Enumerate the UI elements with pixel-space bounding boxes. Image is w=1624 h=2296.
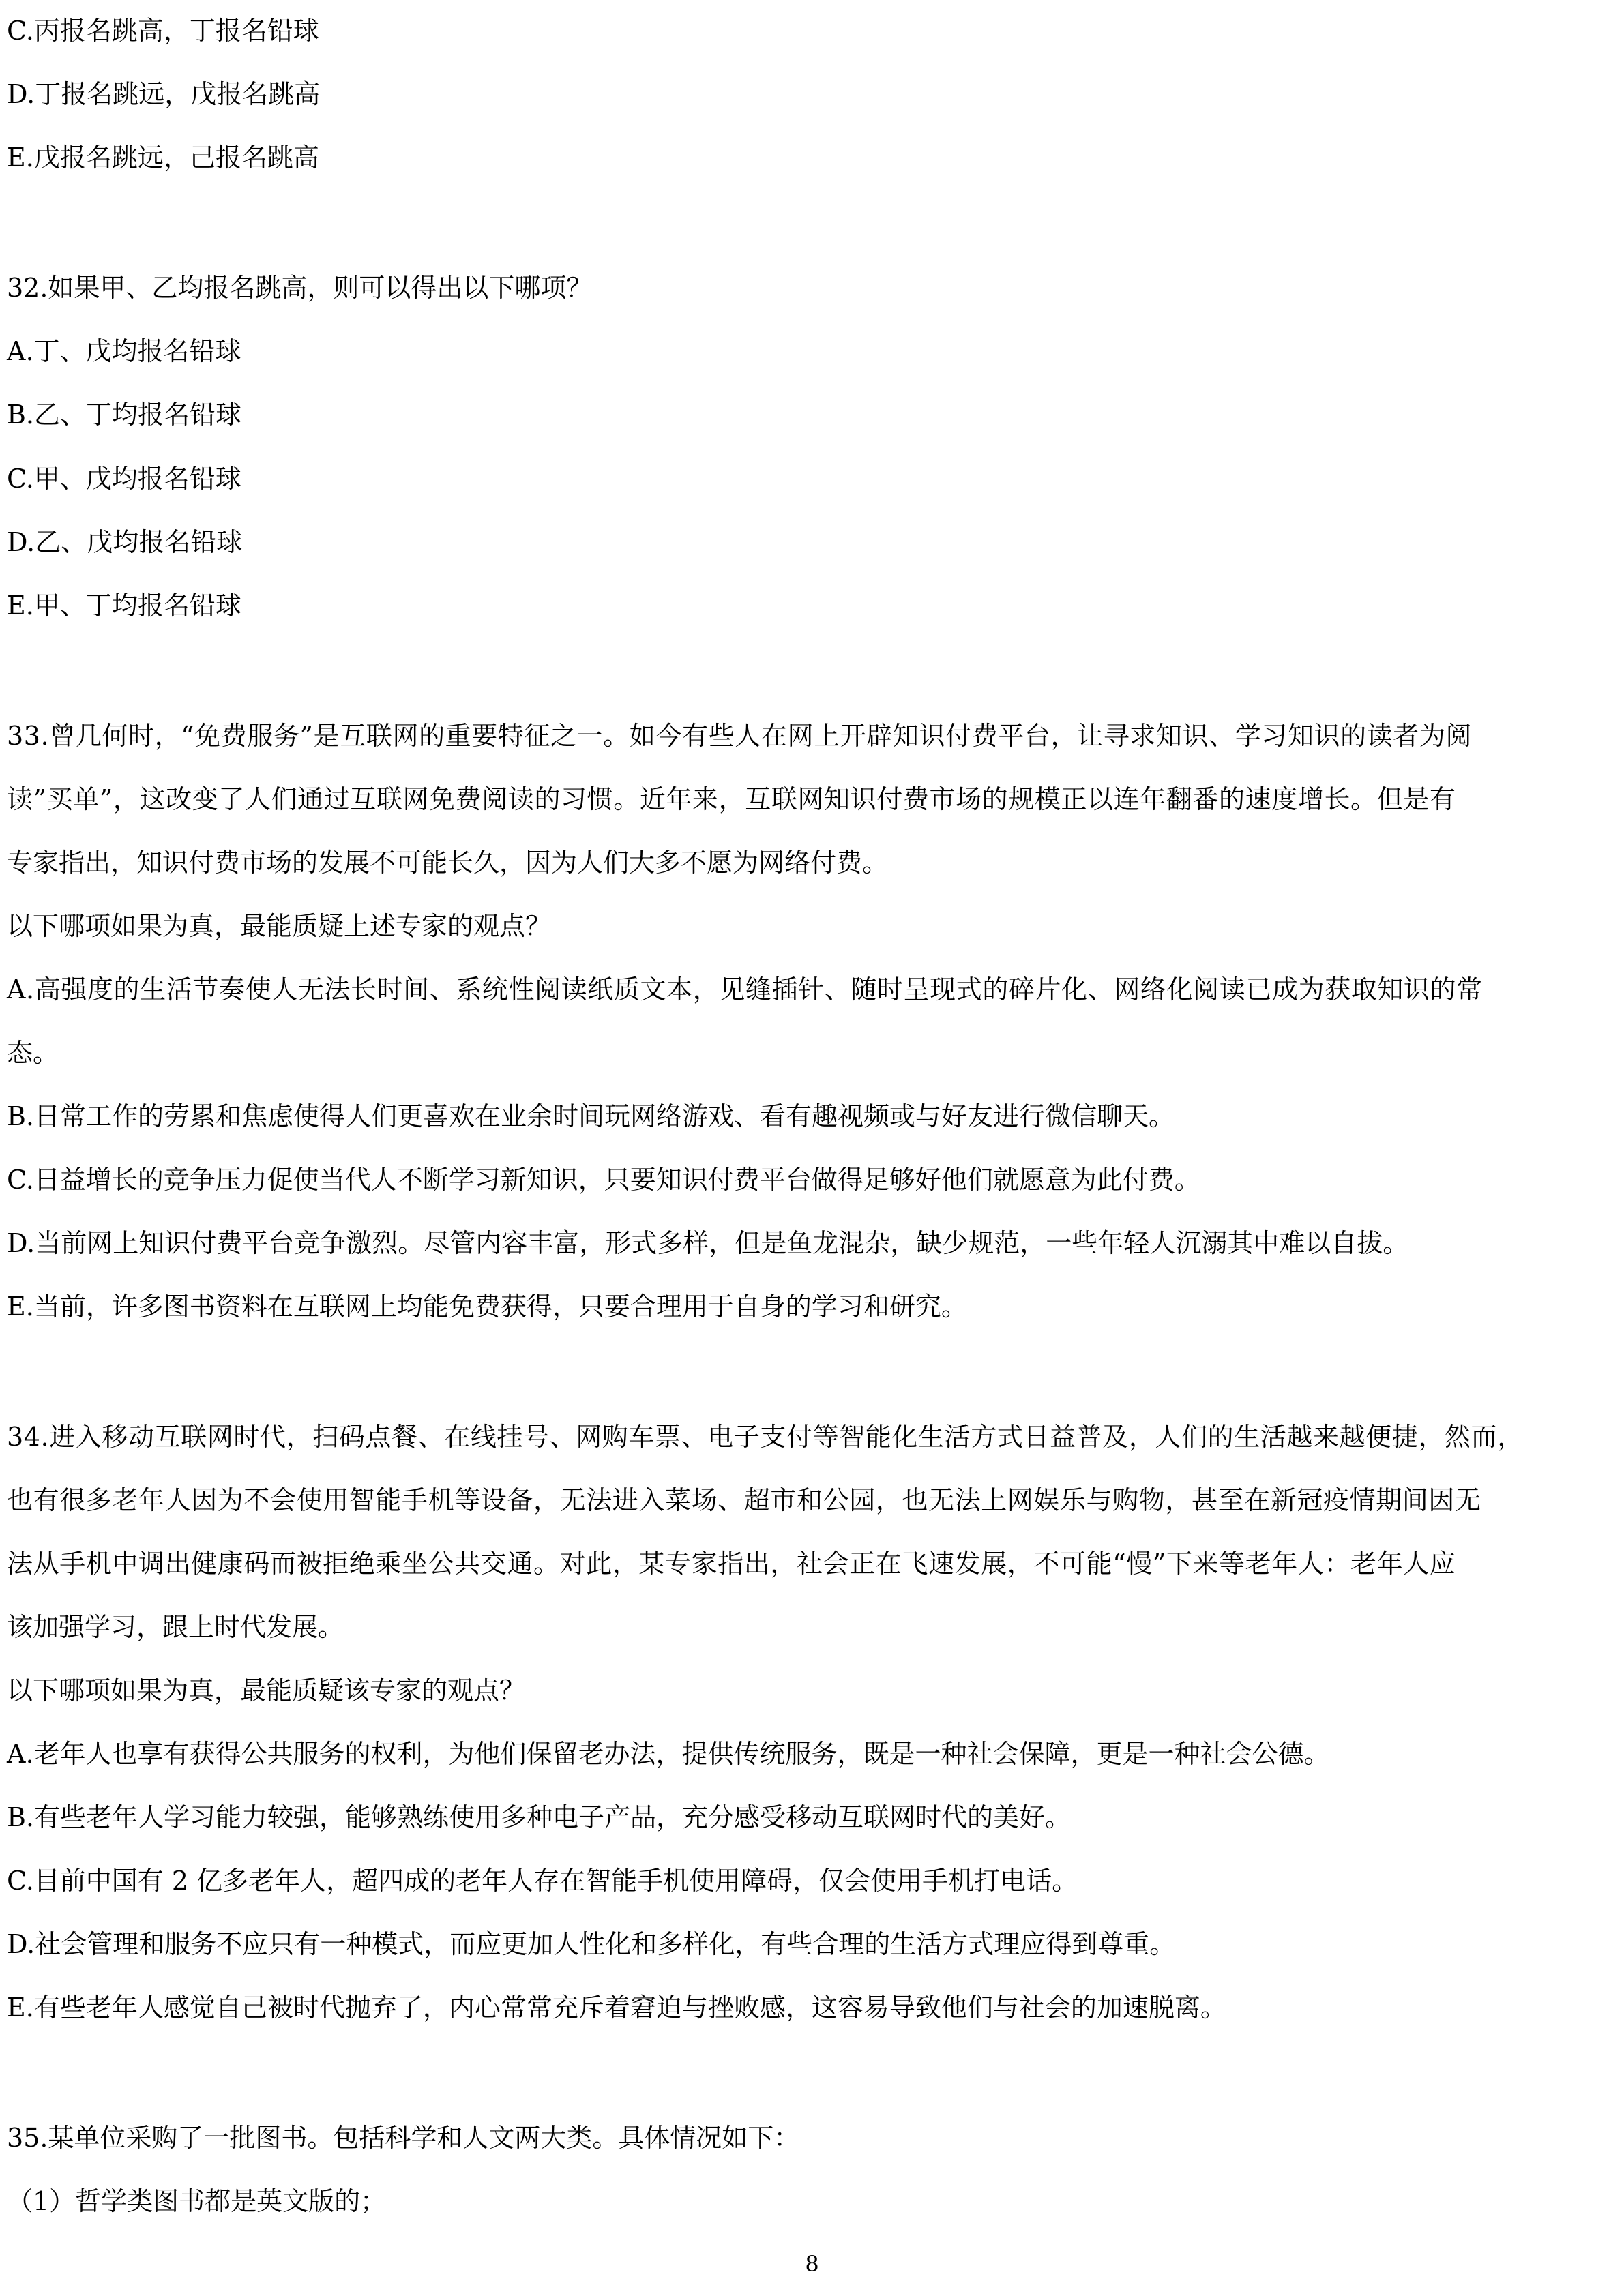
- question-34-option-a: A.老年人也享有获得公共服务的权利，为他们保留老办法，提供传统服务，既是一种社会保障，更是一种社会公德。: [7, 1739, 1330, 1769]
- question-34-passage-line: 34.进入移动互联网时代，扫码点餐、在线挂号、网购车票、电子支付等智能化生活方式日益普及，人们的生活越来越便捷，然而，: [7, 1422, 1524, 1452]
- question-34-option-d: D.社会管理和服务不应只有一种模式，而应更加人性化和多样化，有些合理的生活方式理应得到尊重。: [7, 1929, 1176, 1959]
- question-33-passage-line: 专家指出，知识付费市场的发展不可能长久，因为人们大多不愿为网络付费。: [7, 848, 889, 878]
- question-34-passage-line: 也有很多老年人因为不会使用智能手机等设备，无法进入菜场、超市和公园，也无法上网娱乐与购物，甚至在新冠疫情期间因无: [7, 1485, 1481, 1515]
- question-33-passage-line: 33.曾几何时，“免费服务”是互联网的重要特征之一。如今有些人在网上开辟知识付费平台，让寻求知识、学习知识的读者为阅: [7, 721, 1473, 751]
- question-33-option-a-continued: 态。: [7, 1038, 59, 1068]
- question-33-option-b: B.日常工作的劳累和焦虑使得人们更喜欢在业余时间玩网络游戏、看有趣视频或与好友进行微信聊天。: [7, 1101, 1175, 1131]
- question-34-option-b: B.有些老年人学习能力较强，能够熟练使用多种电子产品，充分感受移动互联网时代的美好。: [7, 1802, 1072, 1832]
- option-d: D.丁报名跳远，戊报名跳高: [7, 79, 321, 109]
- question-32-option-d: D.乙、戊均报名铅球: [7, 527, 243, 557]
- question-33-passage-line: 读”买单”，这改变了人们通过互联网免费阅读的习惯。近年来，互联网知识付费市场的规模正以连年翻番的速度增长。但是有: [7, 784, 1456, 814]
- question-32-option-a: A.丁、戊均报名铅球: [7, 336, 241, 366]
- question-34-option-e: E.有些老年人感觉自己被时代抛弃了，内心常常充斥着窘迫与挫败感，这容易导致他们与社会的加速脱离。: [7, 1993, 1226, 2023]
- question-32-stem: 32.如果甲、乙均报名跳高，则可以得出以下哪项？: [7, 273, 593, 303]
- question-35-condition: （1）哲学类图书都是英文版的；: [7, 2186, 387, 2216]
- question-32-option-c: C.甲、戊均报名铅球: [7, 464, 241, 494]
- question-35-stem: 35.某单位采购了一批图书。包括科学和人文两大类。具体情况如下：: [7, 2123, 800, 2153]
- question-34-passage-line: 该加强学习，跟上时代发展。: [7, 1612, 344, 1642]
- page-number: 8: [805, 2251, 819, 2277]
- question-33-option-c: C.日益增长的竞争压力促使当代人不断学习新知识，只要知识付费平台做得足够好他们就愿意为此付费。: [7, 1165, 1200, 1195]
- question-32-option-b: B.乙、丁均报名铅球: [7, 400, 242, 430]
- question-33-option-a: A.高强度的生活节奏使人无法长时间、系统性阅读纸质文本，见缝插针、随时呈现式的碎片化、网络化阅读已成为获取知识的常: [7, 974, 1483, 1004]
- question-33-option-d: D.当前网上知识付费平台竞争激烈。尽管内容丰富，形式多样，但是鱼龙混杂，缺少规范，一些年轻人沉溺其中难以自拔。: [7, 1228, 1409, 1258]
- question-32-option-e: E.甲、丁均报名铅球: [7, 591, 241, 621]
- question-33-option-e: E.当前，许多图书资料在互联网上均能免费获得，只要合理用于自身的学习和研究。: [7, 1292, 967, 1322]
- question-33-prompt: 以下哪项如果为真，最能质疑上述专家的观点？: [7, 911, 552, 941]
- question-34-option-c: C.目前中国有 2 亿多老年人，超四成的老年人存在智能手机使用障碍，仅会使用手机打电话。: [7, 1866, 1078, 1896]
- question-34-passage-line: 法从手机中调出健康码而被拒绝乘坐公共交通。对此，某专家指出，社会正在飞速发展，不可能“慢”下来等老年人：老年人应: [7, 1549, 1456, 1579]
- option-c: C.丙报名跳高，丁报名铅球: [7, 16, 319, 46]
- option-e: E.戊报名跳远，己报名跳高: [7, 143, 319, 173]
- question-34-prompt: 以下哪项如果为真，最能质疑该专家的观点？: [7, 1675, 526, 1705]
